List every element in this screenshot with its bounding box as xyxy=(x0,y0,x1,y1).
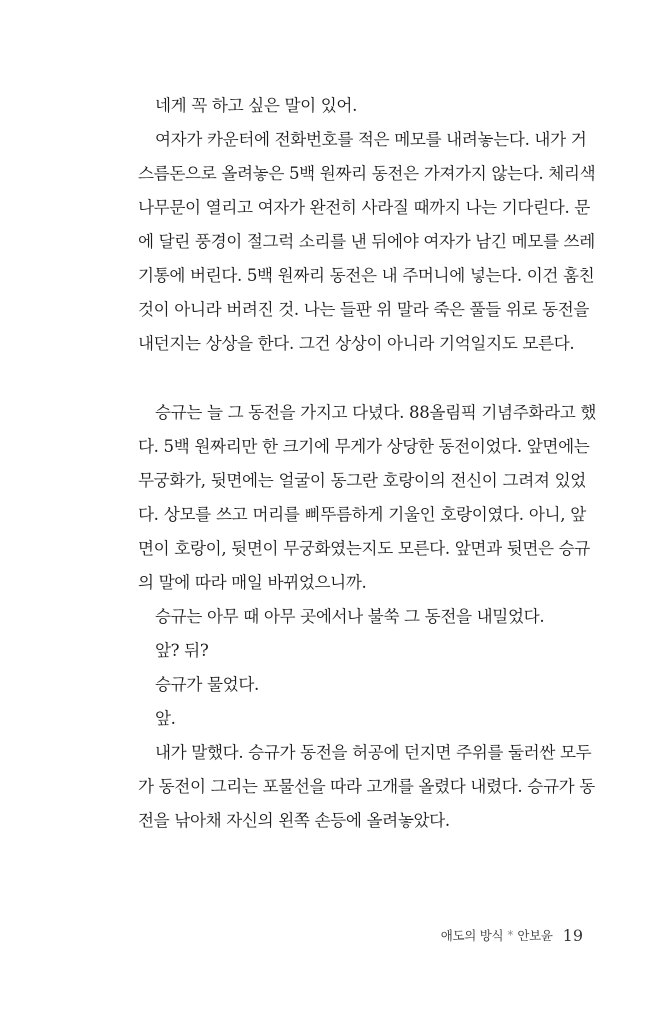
author-name: 안보윤 xyxy=(517,928,553,943)
paragraph-line: 승규가 물었다. xyxy=(155,675,259,694)
paragraph-line: 나무문이 열리고 여자가 완전히 사라질 때까지 나는 기다린다. 문 xyxy=(138,198,590,217)
book-title: 애도의 방식 xyxy=(440,928,504,943)
paragraph-line: 다. 5백 원짜리만 한 크기에 무게가 상당한 동전이었다. 앞면에는 xyxy=(138,437,590,456)
paragraph-line: 여자가 카운터에 전화번호를 적은 메모를 내려놓는다. 내가 거 xyxy=(155,130,587,149)
paragraph-line: 전을 낚아채 자신의 왼쪽 손등에 올려놓았다. xyxy=(138,811,450,830)
paragraph-line: 네게 꼭 하고 싶은 말이 있어. xyxy=(155,96,358,115)
paragraph-line: 에 달린 풍경이 절그럭 소리를 낸 뒤에야 여자가 남긴 메모를 쓰레 xyxy=(138,232,595,251)
page-number: 19 xyxy=(562,925,583,945)
paragraph-line: 스름돈으로 올려놓은 5백 원짜리 동전은 가져가지 않는다. 체리색 xyxy=(138,164,596,183)
paragraph-line: 내던지는 상상을 한다. 그건 상상이 아니라 기억일지도 모른다. xyxy=(138,334,575,353)
footer-separator: * xyxy=(507,928,514,942)
paragraph-line: 앞? 뒤? xyxy=(155,641,209,660)
paragraph-line: 승규는 아무 때 아무 곳에서나 불쑥 그 동전을 내밀었다. xyxy=(155,607,545,626)
paragraph-line: 승규는 늘 그 동전을 가지고 다녔다. 88올림픽 기념주화라고 했 xyxy=(155,403,597,422)
paragraph-line: 내가 말했다. 승규가 동전을 허공에 던지면 주위를 둘러싼 모두 xyxy=(155,743,592,762)
paragraph-line: 다. 상모를 쓰고 머리를 삐뚜름하게 기울인 호랑이였다. 아니, 앞 xyxy=(138,505,586,524)
paragraph-line: 가 동전이 그리는 포물선을 따라 고개를 올렸다 내렸다. 승규가 동 xyxy=(138,777,595,796)
paragraph-line: 것이 아니라 버려진 것. 나는 들판 위 말라 죽은 풀들 위로 동전을 xyxy=(138,300,590,319)
page-footer xyxy=(441,923,583,947)
paragraph-line: 무궁화가, 뒷면에는 얼굴이 동그란 호랑이의 전신이 그려져 있었 xyxy=(138,471,586,490)
paragraph-line: 의 말에 따라 매일 바뀌었으니까. xyxy=(138,573,367,592)
paragraph-line: 기통에 버린다. 5백 원짜리 동전은 내 주머니에 넣는다. 이건 훔친 xyxy=(138,266,595,285)
paragraph-line: 면이 호랑이, 뒷면이 무궁화였는지도 모른다. 앞면과 뒷면은 승규 xyxy=(138,539,590,558)
paragraph-line: 앞. xyxy=(155,709,176,728)
